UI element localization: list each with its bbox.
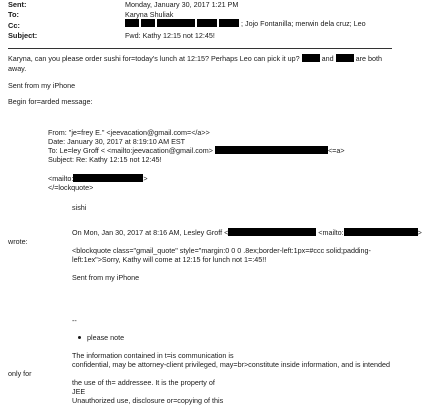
jee-text: JEE xyxy=(72,387,86,396)
fwd-to-tail: <=a> xyxy=(327,146,345,155)
redaction-box xyxy=(219,19,239,27)
fwd-to xyxy=(48,146,345,155)
mailto-text: <mailto: xyxy=(48,174,74,183)
blockquote-line-2: left:1ex">Sorry, Kathy will come at 12:15 for lunch not 1=:45!! xyxy=(72,255,267,264)
header-divider xyxy=(8,48,392,49)
reply-line xyxy=(72,228,422,237)
please-note-line xyxy=(78,333,124,342)
to-label: To: xyxy=(8,10,19,19)
redaction-box xyxy=(73,174,143,182)
fwd-lockquote: </=lockquote> xyxy=(48,183,94,192)
unauthorized-text: Unauthorized use, disclosure or=copying of this xyxy=(72,396,224,405)
sent-value: Monday, January 30, 2017 1:21 PM xyxy=(125,0,239,9)
info-line-3: the use of th= addressee. It is the property of xyxy=(72,378,215,387)
redaction-box xyxy=(344,228,418,236)
reply-sent-from-iphone: Sent from my iPhone xyxy=(72,273,140,282)
signature-dashes: -- xyxy=(72,316,77,325)
cc-tail: ; Jojo Fontanilla; merwin dela cruz; Leo xyxy=(241,19,366,28)
redaction-box xyxy=(228,228,316,236)
redaction-box xyxy=(157,19,195,27)
redaction-box xyxy=(141,19,155,27)
fwd-subject: Subject: Re: Kathy 12:15 not 12:45! xyxy=(48,155,162,164)
only-for-text: only for xyxy=(8,369,32,378)
please-note-text: please note xyxy=(87,333,125,342)
fwd-from: From: "je=frey E." <jeevacation@gmail.com=</a>> xyxy=(48,128,210,137)
wrote-text: wrote: xyxy=(8,237,28,246)
reply-text-b: <mailto: xyxy=(318,228,344,237)
body-text-c: are both xyxy=(355,54,383,63)
to-value: Karyna Shuliak xyxy=(125,10,174,19)
fwd-date: Date: January 30, 2017 at 8:19:10 AM EST xyxy=(48,137,186,146)
redaction-box xyxy=(197,19,217,27)
blockquote-line-1: <blockquote class="gmail_quote" style="margin:0 0 0 .8ex;border-left:1px=#ccc solid;padding- xyxy=(72,246,371,255)
info-line-2: confidential, may be attorney-client privileged, may=br>constitute inside information, and is intended xyxy=(72,360,391,369)
sent-label: Sent: xyxy=(8,0,27,9)
begin-forwarded: Begin for=arded message: xyxy=(8,97,93,106)
redaction-box xyxy=(302,54,320,62)
body-line-1 xyxy=(8,54,392,63)
reply-text-a: On Mon, Jan 30, 2017 at 8:16 AM, Lesley Groff < xyxy=(72,228,229,237)
cc-value xyxy=(125,19,366,28)
info-line-1: The information contained in t=is communication is xyxy=(72,351,234,360)
body-text-b: and xyxy=(321,54,334,63)
redaction-box xyxy=(336,54,354,62)
sent-from-iphone: Sent from my iPhone xyxy=(8,81,76,90)
body-line-2: away. xyxy=(8,64,27,73)
cc-label: Cc: xyxy=(8,21,20,30)
mailto-tail: > xyxy=(143,174,148,183)
redaction-box xyxy=(215,146,328,154)
fwd-to-text: To: Le=ley Groff < <mailto:jeevacation@gmail.com> xyxy=(48,146,213,155)
bullet-icon xyxy=(78,336,81,339)
fwd-mailto xyxy=(48,174,148,183)
subject-value: Fwd: Kathy 12:15 not 12:45! xyxy=(125,31,215,40)
reply-text-c: > xyxy=(417,228,422,237)
redaction-box xyxy=(125,19,139,27)
body-text-a: Karyna, can you please order sushi for=today's lunch at 12:15? Perhaps Leo can pick it up? xyxy=(8,54,300,63)
sishi-text: sishi xyxy=(72,203,87,212)
subject-label: Subject: xyxy=(8,31,38,40)
